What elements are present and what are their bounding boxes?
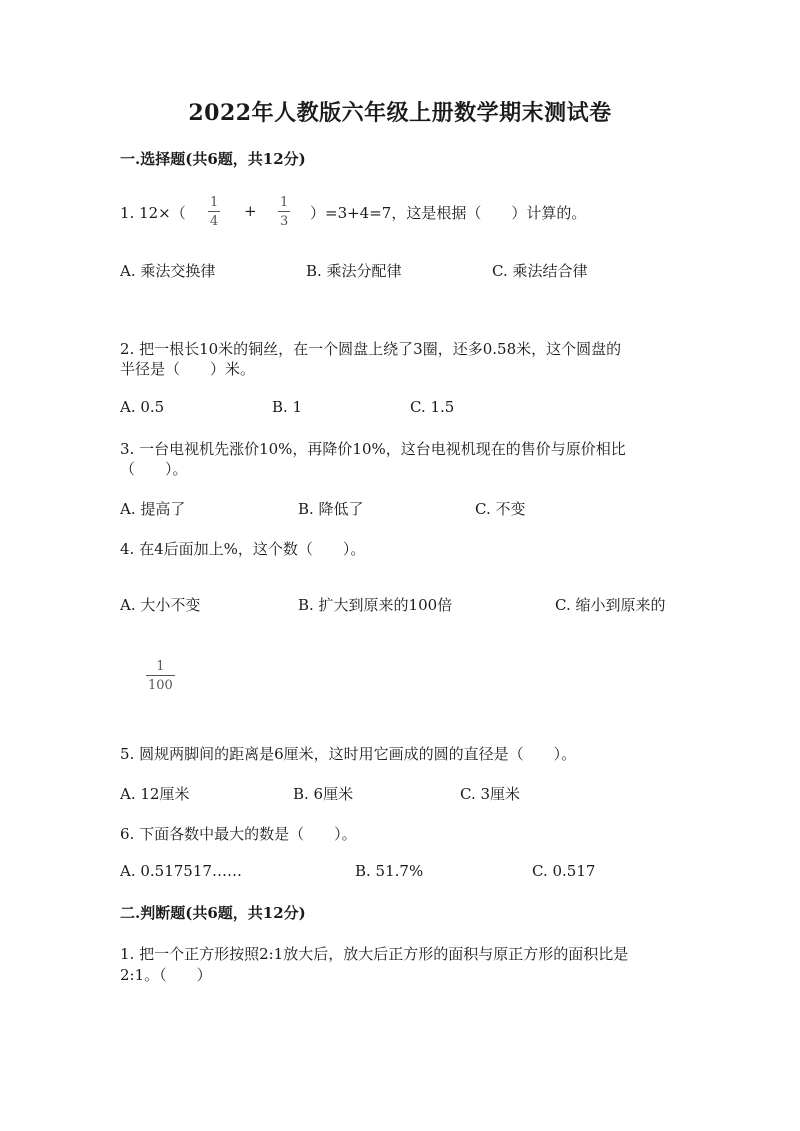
question-5-option-a[interactable]: A. 12厘米 xyxy=(120,785,190,803)
question-4-option-a[interactable]: A. 大小不变 xyxy=(120,596,201,614)
question-1-plus: + xyxy=(244,202,257,220)
question-6-option-c[interactable]: C. 0.517 xyxy=(532,862,596,880)
fraction-denominator: 100 xyxy=(148,678,173,693)
question-3-option-b[interactable]: B. 降低了 xyxy=(298,500,364,518)
question-2-option-a[interactable]: A. 0.5 xyxy=(120,398,165,416)
question-1-suffix: ）=3+4=7，这是根据（ ）计算的。 xyxy=(310,204,587,222)
question-3-option-a[interactable]: A. 提高了 xyxy=(120,500,186,518)
question-4-option-b[interactable]: B. 扩大到原来的100倍 xyxy=(298,596,453,614)
question-4-option-c-fraction xyxy=(146,660,175,692)
question-1-option-c[interactable]: C. 乘法结合律 xyxy=(492,262,588,280)
question-2-line-2: 半径是（ ）米。 xyxy=(120,360,256,378)
question-6-text: 6. 下面各数中最大的数是（ ）。 xyxy=(120,825,357,843)
question-6-option-b[interactable]: B. 51.7% xyxy=(355,862,424,880)
question-4-option-c[interactable]: C. 缩小到原来的 xyxy=(555,596,666,614)
question-3-option-c[interactable]: C. 不变 xyxy=(475,500,526,518)
question-5-text: 5. 圆规两脚间的距离是6厘米，这时用它画成的圆的直径是（ ）。 xyxy=(120,745,577,763)
question-1-option-a[interactable]: A. 乘法交换律 xyxy=(120,262,216,280)
page-title: 2022年人教版六年级上册数学期末测试卷 xyxy=(188,100,612,126)
question-6-option-a[interactable]: A. 0.517517…… xyxy=(120,862,242,880)
fraction-numerator: 1 xyxy=(210,195,219,210)
question-1-fraction-2 xyxy=(278,196,290,228)
question-2-option-b[interactable]: B. 1 xyxy=(272,398,303,416)
fraction-numerator: 1 xyxy=(280,195,289,210)
fraction-numerator: 1 xyxy=(156,659,165,674)
question-1-prefix: 1. 12×（ xyxy=(120,204,186,222)
question-4-text: 4. 在4后面加上%，这个数（ ）。 xyxy=(120,540,366,558)
question-5-option-b[interactable]: B. 6厘米 xyxy=(293,785,354,803)
fraction-denominator: 3 xyxy=(280,214,289,229)
question-1-fraction-1 xyxy=(208,196,220,228)
section-heading-judgement: 二.判断题(共6题，共12分) xyxy=(120,904,306,922)
question-5-option-c[interactable]: C. 3厘米 xyxy=(460,785,521,803)
question-2-option-c[interactable]: C. 1.5 xyxy=(410,398,455,416)
section-heading-choice: 一.选择题(共6题，共12分) xyxy=(120,150,306,168)
judgement-question-1-line-1: 1. 把一个正方形按照2:1放大后，放大后正方形的面积与原正方形的面积比是 xyxy=(120,945,629,963)
fraction-denominator: 4 xyxy=(210,214,219,229)
question-3-line-1: 3. 一台电视机先涨价10%，再降价10%，这台电视机现在的售价与原价相比 xyxy=(120,440,626,458)
question-3-line-2: （ ）。 xyxy=(120,460,188,478)
judgement-question-1-line-2: 2:1。（ ） xyxy=(120,966,212,984)
question-1-option-b[interactable]: B. 乘法分配律 xyxy=(306,262,402,280)
question-2-line-1: 2. 把一根长10米的铜丝，在一个圆盘上绕了3圈，还多0.58米，这个圆盘的 xyxy=(120,340,622,358)
